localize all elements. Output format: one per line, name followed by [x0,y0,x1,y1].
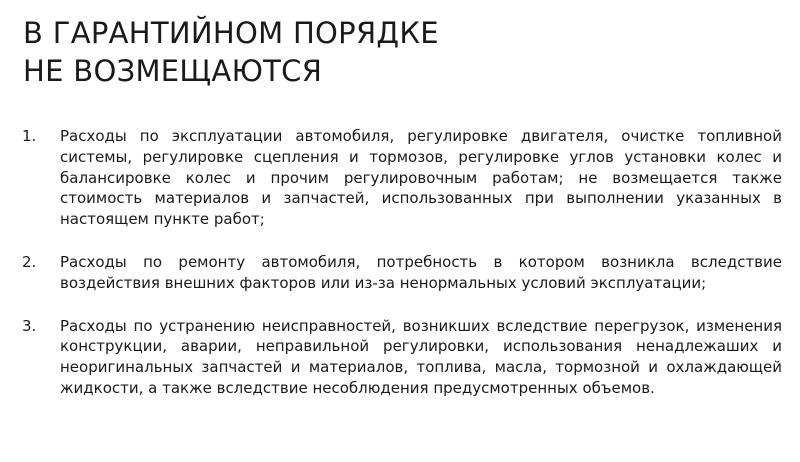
title-line-1: В ГАРАНТИЙНОМ ПОРЯДКЕ [23,16,439,50]
list-item [22,252,782,294]
list-item-number: 1. [22,127,37,145]
list-item-text: Расходы по эксплуатации автомобиля, регулировке двигателя, очистке топливной системы, регулировке сцепления и тормозов, регулировке углов установки колес и балансировке колес и прочим регулировочным работам; не возмещается также стоимость материалов и запчастей, использованных при выполнении указанных в настоящем пункте работ; [60,127,782,229]
list-item [22,126,782,230]
list-item-text: Расходы по устранению неисправностей, возникших вследствие перегрузок, изменения конструкции, аварии, неправильной регулировки, использования ненадлежаших и неоригинальных запчастей и материалов, топлива, масла, тормозной и охлаждающей жидкости, а также вследствие несоблюдения предусмотренных объемов. [60,316,782,397]
list-item-number: 3. [22,316,37,335]
title-line-2: НЕ ВОЗМЕЩАЮТСЯ [23,54,323,88]
list-item-number: 2. [22,252,37,271]
page-title [23,14,439,90]
list-item-text: Расходы по ремонту автомобиля, потребность в котором возникла вследствие воздействия внешних факторов или из-за ненормальных условий эксплуатации; [60,252,782,292]
exclusions-list [22,126,782,399]
list-item [22,316,782,399]
